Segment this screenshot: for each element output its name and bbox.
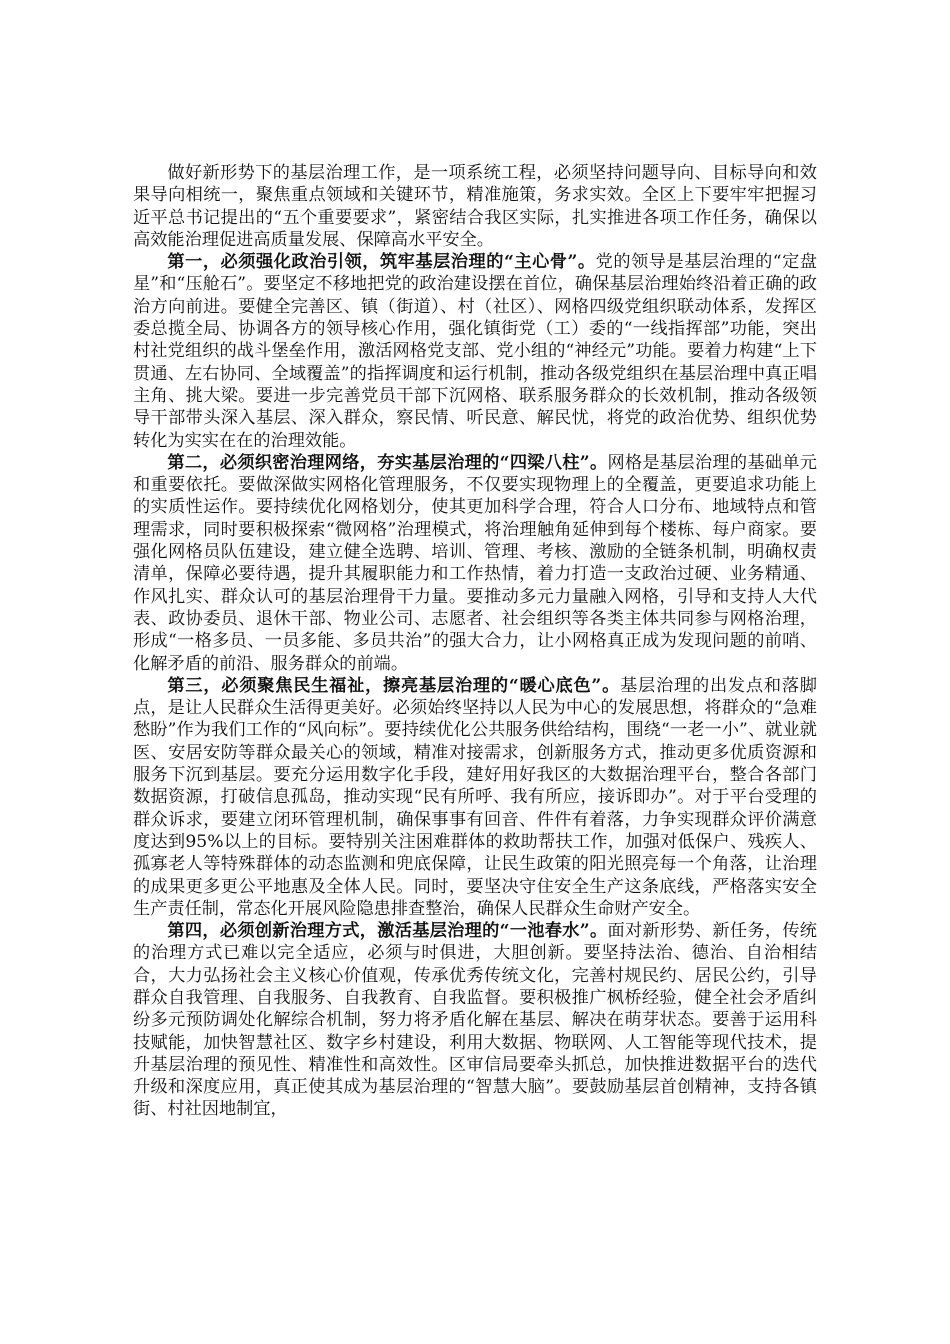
intro-text: 做好新形势下的基层治理工作，是一项系统工程，必须坚持问题导向、目标导向和效果导向相统一，聚焦重点领域和关键环节，精准施策，务求实效。全区上下要牢牢把握习近平总书记提出的“五个重要要求”，紧密结合我区实际，扎实推进各项工作任务，确保以高效能治理促进高质量发展、保障高水平安全。: [133, 163, 817, 250]
section-paragraph-3: [133, 675, 817, 920]
section-heading-1: 第一，必须强化政治引领，筑牢基层治理的“主心骨”。: [167, 252, 596, 273]
section-heading-4: 第四，必须创新治理方式，激活基层治理的“一池春水”。: [167, 921, 608, 942]
section-paragraph-4: [133, 920, 817, 1121]
section-heading-2: 第二，必须织密治理网络，夯实基层治理的“四梁八柱”。: [167, 452, 608, 473]
document-page: [133, 162, 817, 1121]
section-body-2: 网格是基层治理的基础单元和重要依托。要做深做实网格化管理服务，不仅要实现物理上的全覆盖，更要追求功能上的实质性运作。要持续优化网格划分，使其更加科学合理，符合人口分布、地域特点和管理需求，同时要积极探索“微网格”治理模式，将治理触角延伸到每个楼栋、每户商家。要强化网格员队伍建设，建立健全选聘、培训、管理、考核、激励的全链条机制，明确权责清单，保障必要待遇，提升其履职能力和工作热情，着力打造一支政治过硬、业务精通、作风扎实、群众认可的基层治理骨干力量。要推动多元力量融入网格，引导和支持人大代表、政协委员、退休干部、物业公司、志愿者、社会组织等各类主体共同参与网格治理，形成“一格多员、一员多能、多员共治”的强大合力，让小网格真正成为发现问题的前哨、化解矛盾的前沿、服务群众的前端。: [133, 452, 817, 674]
section-body-1: 党的领导是基层治理的“定盘星”和“压舱石”。要坚定不移地把党的政治建设摆在首位，确保基层治理始终沿着正确的政治方向前进。要健全完善区、镇（街道）、村（社区）、网格四级党组织联动体系，发挥区委总揽全局、协调各方的领导核心作用，强化镇街党（工）委的“一线指挥部”功能，突出村社党组织的战斗堡垒作用，激活网格党支部、党小组的“神经元”功能。要着力构建“上下贯通、左右协同、全域覆盖”的指挥调度和运行机制，推动各级党组织在基层治理中真正唱主角、挑大梁。要进一步完善党员干部下沉网格、联系服务群众的长效机制，推动各级领导干部带头深入基层、深入群众，察民情、听民意、解民忧，将党的政治优势、组织优势转化为实实在在的治理效能。: [133, 252, 817, 451]
section-paragraph-2: [133, 452, 817, 675]
intro-paragraph: [133, 162, 817, 251]
section-paragraph-1: [133, 251, 817, 452]
section-body-3: 基层治理的出发点和落脚点，是让人民群众生活得更美好。必须始终坚持以人民为中心的发展思想，将群众的“急难愁盼”作为我们工作的“风向标”。要持续优化公共服务供给结构，围绕“一老一小”、就业就医、安居安防等群众最关心的领域，精准对接需求，创新服务方式，推动更多优质资源和服务下沉到基层。要充分运用数字化手段，建好用好我区的大数据治理平台，整合各部门数据资源，打破信息孤岛，推动实现“民有所呼、我有所应，接诉即办”。对于平台受理的群众诉求，要建立闭环管理机制，确保事事有回音、件件有着落，力争实现群众评价满意度达到95%以上的目标。要特别关注困难群体的救助帮扶工作，加强对低保户、残疾人、孤寡老人等特殊群体的动态监测和兜底保障，让民生政策的阳光照亮每一个角落，让治理的成果更多更公平地惠及全体人民。同时，要坚决守住安全生产这条底线，严格落实安全生产责任制，常态化开展风险隐患排查整治，确保人民群众生命财产安全。: [133, 675, 817, 919]
section-heading-3: 第三，必须聚焦民生福祉，擦亮基层治理的“暖心底色”。: [167, 675, 621, 696]
section-body-4: 面对新形势、新任务，传统的治理方式已难以完全适应，必须与时俱进，大胆创新。要坚持法治、德治、自治相结合，大力弘扬社会主义核心价值观，传承优秀传统文化，完善村规民约、居民公约，引导群众自我管理、自我服务、自我教育、自我监督。要积极推广枫桥经验，健全社会矛盾纠纷多元预防调处化解综合机制，努力将矛盾化解在基层、解决在萌芽状态。要善于运用科技赋能，加快智慧社区、数字乡村建设，利用大数据、物联网、人工智能等现代技术，提升基层治理的预见性、精准性和高效性。区审信局要牵头抓总，加快推进数据平台的迭代升级和深度应用，真正使其成为基层治理的“智慧大脑”。要鼓励基层首创精神，支持各镇街、村社因地制宜，: [133, 921, 817, 1120]
